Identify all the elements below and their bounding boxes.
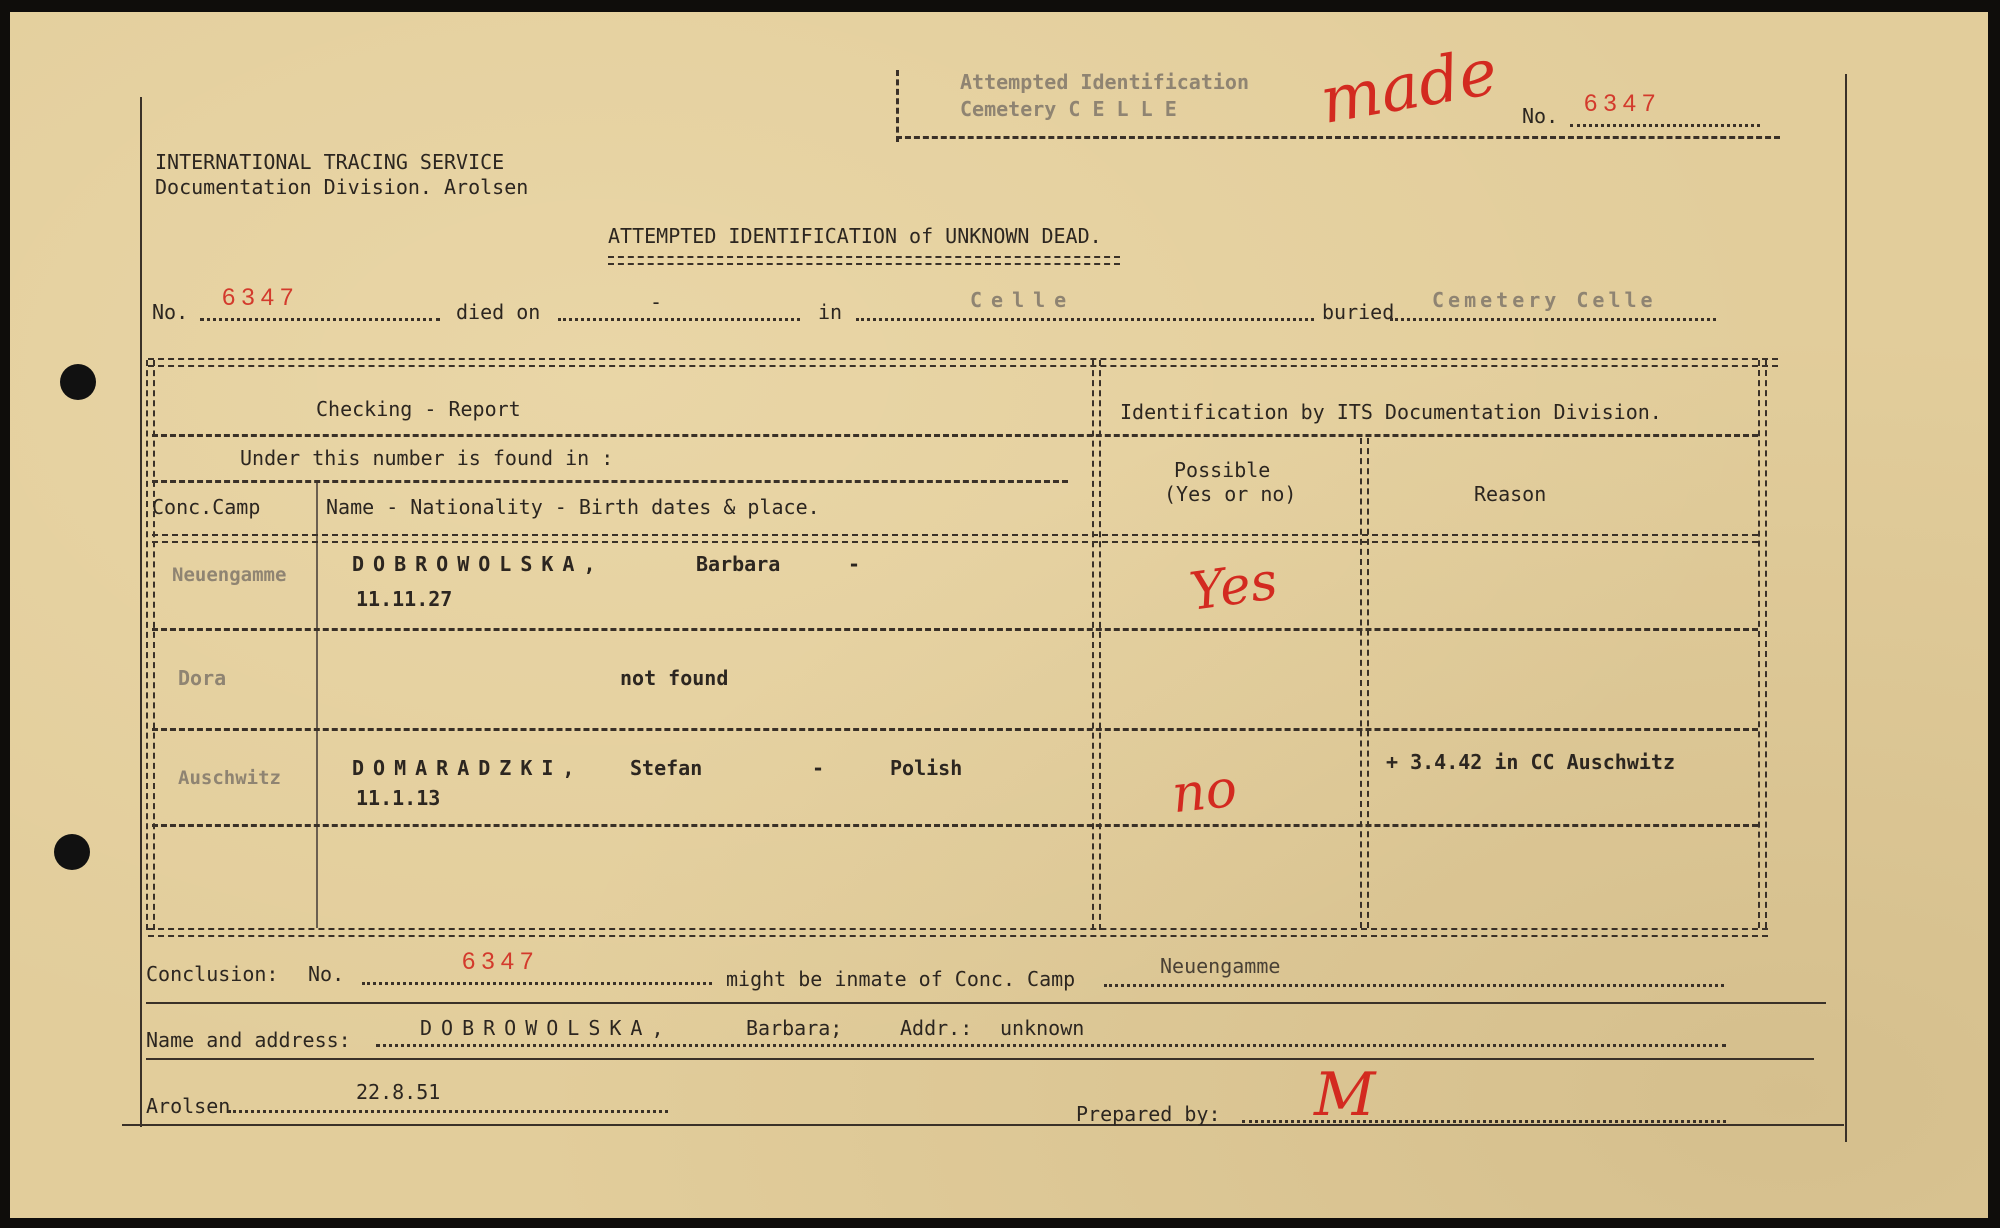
column-header-possible-1: Possible [1174, 458, 1271, 482]
table-row-1-possible: Yes [1186, 551, 1282, 623]
name-address-addr-label: Addr.: [900, 1016, 973, 1040]
camp-divider [316, 480, 318, 928]
stamp-line-2: Cemetery C E L L E [960, 97, 1177, 121]
table-row-1-camp: Neuengamme [172, 564, 287, 586]
header-no-value: 6347 [1584, 90, 1662, 117]
intro-in-value: Celle [970, 288, 1076, 312]
table-right [1758, 360, 1767, 928]
name-address-dots [376, 1044, 1726, 1047]
table-row-3-nationality: Polish [890, 756, 963, 780]
name-address-label: Name and address: [146, 1028, 351, 1052]
name-address-first: Barbara; [746, 1016, 843, 1040]
intro-buried-label: buried [1322, 300, 1395, 324]
header-rule [896, 136, 1780, 139]
punch-hole-bottom [54, 834, 90, 870]
org-line-2: Documentation Division. Arolsen [155, 175, 529, 199]
column-header-rule [152, 534, 1758, 543]
stamp-line-1: Attempted Identification [960, 70, 1249, 94]
header-no-dots [1570, 124, 1760, 127]
checking-report-heading: Checking - Report [316, 397, 521, 421]
table-row-3-dash: - [812, 756, 825, 780]
prepared-by-label: Prepared by: [1076, 1102, 1221, 1126]
punch-hole-top [60, 364, 96, 400]
intro-died-label: died on [456, 300, 541, 324]
table-row-1-dates: 11.11.27 [356, 587, 453, 611]
column-header-camp: Conc.Camp [152, 495, 261, 519]
column-header-reason: Reason [1474, 482, 1547, 506]
conclusion-camp-dots [1104, 984, 1724, 987]
table-row-1-name: DOBROWOLSKA, [352, 552, 605, 576]
left-border [140, 97, 142, 1127]
conclusion-no-value: 6347 [462, 948, 540, 975]
row-3-rule [152, 824, 1758, 827]
intro-no-value: 6347 [222, 284, 300, 311]
conclusion-camp-value: Neuengamme [1160, 954, 1281, 978]
prepared-by-dots [1242, 1120, 1726, 1123]
table-row-1-first: Barbara [696, 552, 781, 576]
name-address-rule [146, 1058, 1814, 1060]
document-title: ATTEMPTED IDENTIFICATION of UNKNOWN DEAD. [608, 224, 1102, 248]
under-number-heading: Under this number is found in : [240, 446, 614, 470]
bottom-border [122, 1124, 1844, 1126]
header-no-label: No. [1522, 104, 1559, 128]
document-card [10, 12, 1988, 1218]
intro-died-dots [558, 318, 800, 321]
footer-date-dots [228, 1110, 668, 1113]
name-address-surname: DOBROWOLSKA, [420, 1016, 673, 1040]
intro-in-label: in [818, 300, 843, 324]
table-bottom [148, 928, 1768, 937]
table-mid [1092, 360, 1101, 930]
row-1-rule [152, 628, 1758, 631]
table-possible-divider [1360, 438, 1369, 928]
table-left [146, 360, 155, 930]
title-underline [608, 256, 1120, 265]
right-border [1845, 74, 1847, 1142]
table-row-1-dash: - [848, 552, 861, 576]
prepared-by-initials: M [1314, 1060, 1376, 1130]
conclusion-text: might be inmate of Conc. Camp [726, 967, 1076, 991]
table-row-2-name: not found [620, 666, 729, 690]
conclusion-no-dots [362, 982, 712, 985]
intro-buried-value: Cemetery Celle [1432, 288, 1657, 312]
table-row-3-camp: Auschwitz [178, 767, 281, 789]
table-row-3-possible: no [1169, 758, 1240, 826]
under-number-rule [152, 480, 1068, 483]
intro-no-label: No. [152, 300, 189, 324]
table-row-2-camp: Dora [178, 666, 227, 690]
conclusion-no-label: No. [308, 962, 345, 986]
footer-date: 22.8.51 [356, 1080, 441, 1104]
column-header-name: Name - Nationality - Birth dates & place. [326, 495, 820, 519]
name-address-addr-value: unknown [1000, 1016, 1085, 1040]
conclusion-label: Conclusion: [146, 962, 279, 986]
table-row-3-dates: 11.1.13 [356, 786, 441, 810]
identification-heading: Identification by ITS Documentation Division. [1120, 400, 1662, 424]
signature-made: made [1314, 35, 1503, 139]
conclusion-rule [146, 1002, 1826, 1004]
org-line-1: INTERNATIONAL TRACING SERVICE [155, 150, 505, 174]
table-row-3-name: DOMARADZKI, [352, 756, 584, 780]
intro-in-dots [856, 318, 1314, 321]
table-row-3-first: Stefan [630, 756, 703, 780]
intro-buried-dots [1390, 318, 1716, 321]
table-row-3-reason: + 3.4.42 in CC Auschwitz [1386, 750, 1675, 774]
footer-place: Arolsen [146, 1094, 231, 1118]
row-2-rule [152, 728, 1758, 731]
intro-no-dots [200, 318, 440, 321]
intro-died-value: - [650, 290, 663, 314]
column-header-possible-2: (Yes or no) [1164, 482, 1297, 506]
stamp-left-edge [896, 70, 899, 142]
header-row-rule [152, 434, 1758, 437]
table-top [148, 358, 1778, 367]
